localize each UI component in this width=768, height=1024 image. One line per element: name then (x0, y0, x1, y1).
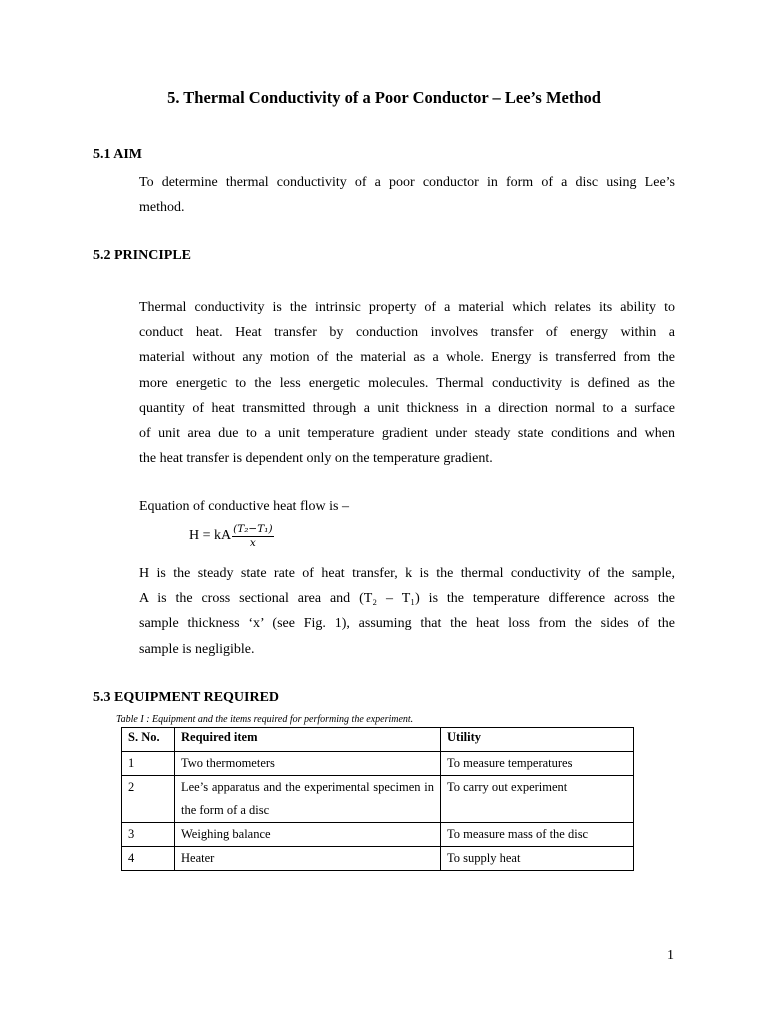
principle-line: quantity of heat transmitted through a unit thickness in a direction normal to a surface (139, 400, 675, 416)
equation-numerator: (T₂−T₁) (233, 523, 273, 535)
cell-utility: To carry out experiment (441, 776, 634, 823)
aim-line: method. (139, 200, 185, 216)
table-row (122, 776, 634, 823)
cell-sno: 3 (122, 823, 175, 847)
table-caption: Table I : Equipment and the items required for performing the experiment. (116, 714, 414, 725)
principle-heading: 5.2 PRINCIPLE (93, 248, 192, 263)
principle-line: the heat transfer is dependent only on the temperature gradient. (139, 451, 493, 467)
cell-sno: 1 (122, 752, 175, 776)
principle-line: conduct heat. Heat transfer by conduction involves transfer of energy within a (139, 325, 675, 341)
explanation-line: H is the steady state rate of heat transfer, k is the thermal conductivity of the sample, (139, 566, 675, 581)
principle-paragraph (139, 295, 675, 471)
aim-paragraph (139, 170, 675, 220)
heat-flow-equation (189, 523, 274, 549)
principle-line: Thermal conductivity is the intrinsic property of a material which relates its ability to (139, 300, 675, 315)
table-row (122, 847, 634, 871)
cell-utility: To measure mass of the disc (441, 823, 634, 847)
aim-line: To determine thermal conductivity of a poor conductor in form of a disc using Lee’s (139, 175, 675, 190)
aim-heading: 5.1 AIM (93, 147, 142, 162)
equation-explanation (139, 561, 675, 662)
cell-sno: 2 (122, 776, 175, 823)
cell-utility: To supply heat (441, 847, 634, 871)
explanation-line: A is the cross sectional area and (T₂ – T₁) is the temperature difference across the (139, 591, 675, 607)
cell-sno: 4 (122, 847, 175, 871)
equation-fraction (232, 523, 273, 549)
page-title: 5. Thermal Conductivity of a Poor Conductor – Lee’s Method (167, 88, 601, 107)
equipment-table (121, 727, 634, 871)
header-utility: Utility (441, 728, 634, 752)
equation-denominator: x (249, 537, 256, 549)
table-header-row (122, 728, 634, 752)
cell-item: Two thermometers (175, 752, 441, 776)
page-number: 1 (667, 948, 674, 963)
explanation-line: sample thickness ‘x’ (see Fig. 1), assuming that the heat loss from the sides of the (139, 616, 675, 632)
principle-line: material without any motion of the material as a whole. Energy is transferred from the (139, 350, 675, 366)
equation-label: Equation of conductive heat flow is – (139, 499, 349, 514)
cell-item: Weighing balance (175, 823, 441, 847)
table-row (122, 752, 634, 776)
header-sno: S. No. (122, 728, 175, 752)
header-required-item: Required item (175, 728, 441, 752)
equipment-heading: 5.3 EQUIPMENT REQUIRED (93, 690, 280, 705)
principle-line: of unit area due to a unit temperature gradient under steady state conditions and when (139, 426, 675, 442)
cell-item: Lee’s apparatus and the experimental specimen in the form of a disc (175, 776, 441, 823)
cell-utility: To measure temperatures (441, 752, 634, 776)
cell-item: Heater (175, 847, 441, 871)
table-row (122, 823, 634, 847)
explanation-line: sample is negligible. (139, 641, 255, 657)
principle-line: more energetic to the less energetic molecules. Thermal conductivity is defined as the (139, 375, 675, 391)
equation-lhs: H = kA (189, 528, 232, 543)
